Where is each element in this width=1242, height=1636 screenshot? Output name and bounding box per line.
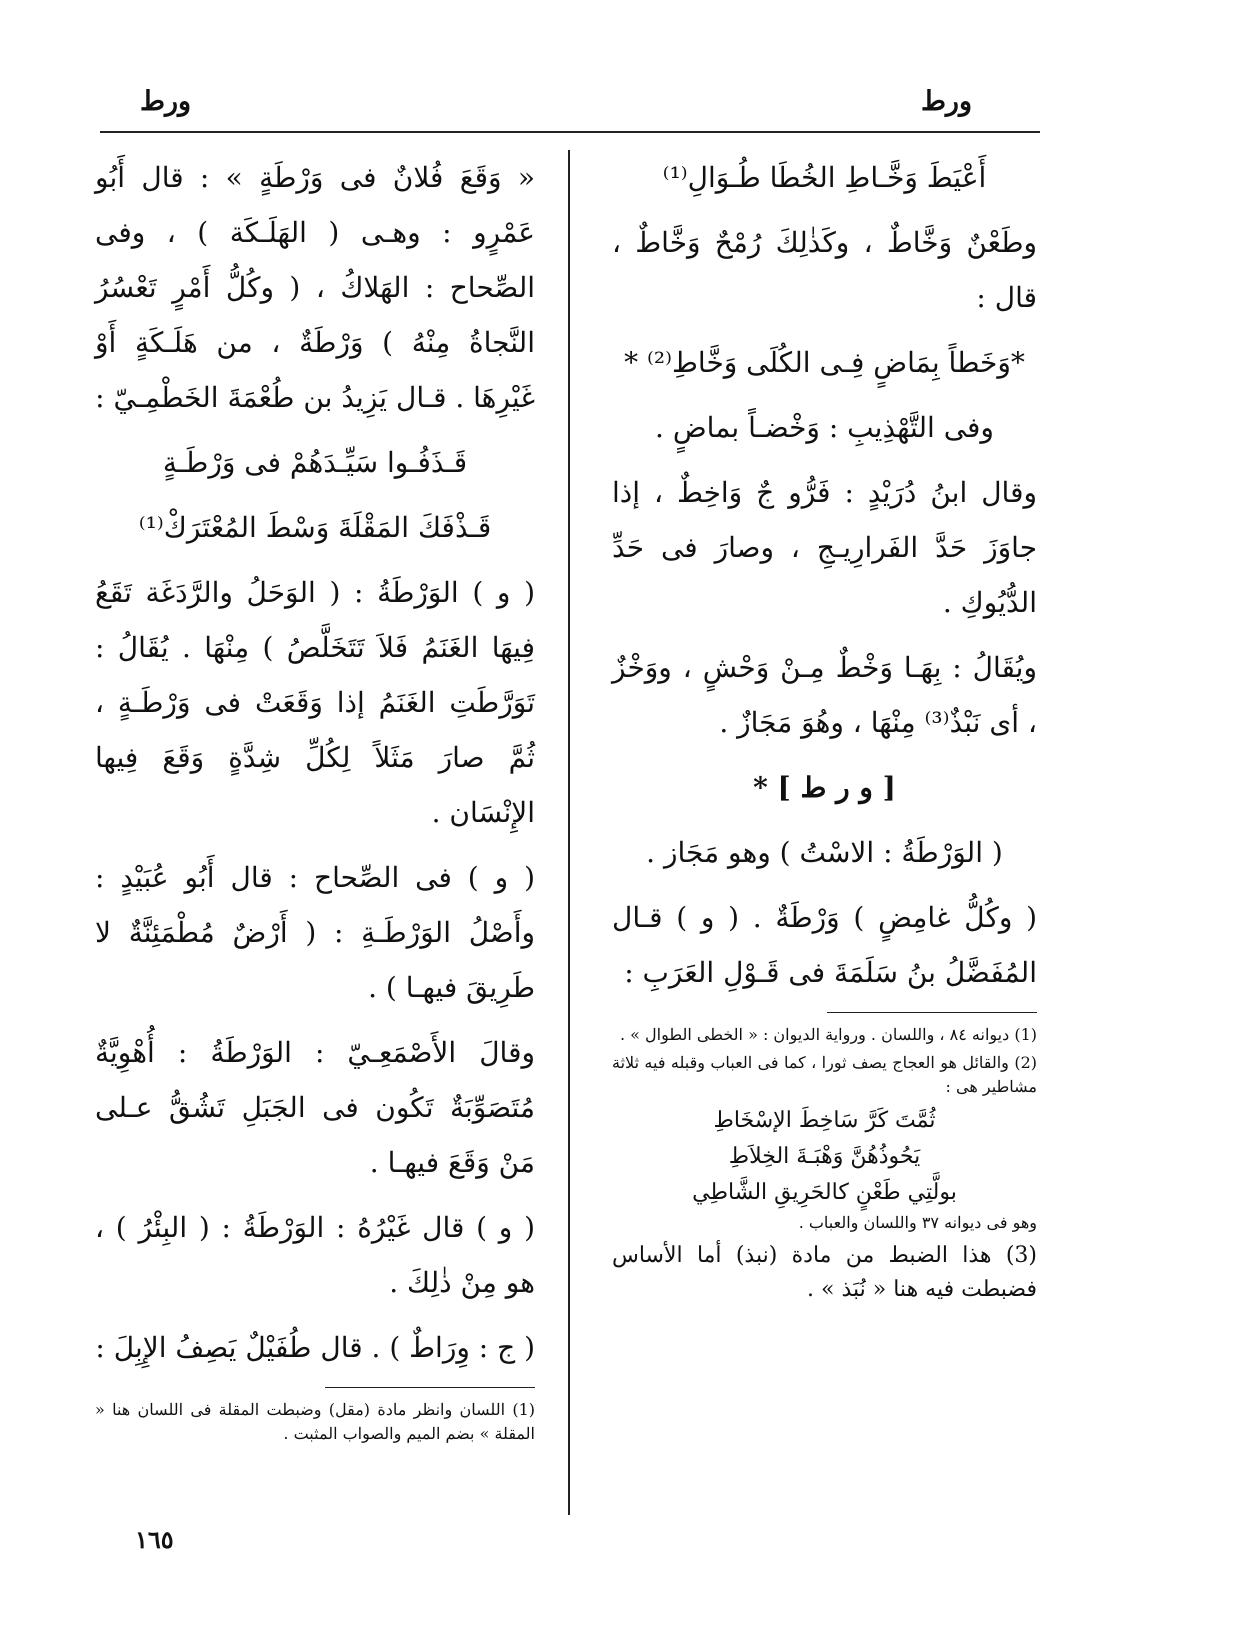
entry-heading: [ و ر ط ] * bbox=[753, 771, 896, 804]
paragraph: ( الوَرْطَةُ : الاسْتُ ) وهو مَجَاز . bbox=[646, 836, 1003, 869]
paragraph: « وَقَعَ فُلانٌ فى وَرْطَةٍ » : قال أَبُو عَمْرٍو : وهـى ( الهَلَـكَة ) ، وفى الصِّحاح : الهَلاكُ ، ( وكُلُّ أَمْرٍ تَعْسُرُ النَّجاةُ مِنْهُ ) وَرْطَةٌ ، من هَلَـكَةٍ أَوْ غَيْرِهَا . قـال يَزِيدُ بن طُعْمَةَ الخَطْمِـيّ : bbox=[95, 161, 535, 414]
footnote-3: (3) هذا الضبط من مادة (نبذ) أما الأساس فضبطت فيه هنا « نُبَذ » . bbox=[612, 1243, 1037, 1302]
page-number: ١٦٥ bbox=[135, 1525, 174, 1554]
footnote-verse: ثُمَّتَ كَرَّ سَاخِطَ الإسْخَاطِ bbox=[713, 1108, 936, 1133]
header-rule bbox=[100, 131, 1040, 133]
running-header-left: ورط bbox=[140, 86, 192, 117]
footnote-1: (1) ديوانه ٨٤ ، واللسان . ورواية الديوان : « الخطى الطوال » . bbox=[619, 1025, 1037, 1044]
footnote-verse: يَحُوذُهُنَّ وَهْبَـةَ الخِلاَطِ bbox=[728, 1144, 921, 1169]
paragraph: وفى التَّهْذِيبِ : وَخْضـاً بماضٍ . bbox=[655, 411, 994, 444]
paragraph: وقالَ الأَصْمَعِـيّ : الوَرْطَةُ : أُهْوِيَّةٌ مُتَصَوِّبَةٌ تَكُون فى الجَبَلِ تَشُقُّ عـلى مَنْ وَقَعَ فيهـا . bbox=[95, 1036, 535, 1179]
verse-line: أَعْيَطَ وَخَّـاطِ الخُطَا طُـوَالِ⁽¹⁾ bbox=[662, 161, 987, 194]
paragraph: ( و ) الوَرْطَةُ : ( الوَحَلُ والرَّدَغَة تَقَعُ فِيهَا الغَنَمُ فَلاَ تَتَخَلَّصُ ) مِنْهَا . يُقَالُ : تَوَرَّطَتِ الغَنَمُ إذا وَقَعَتْ فى وَرْطَـةٍ ، ثُمَّ صارَ مَثَلاً لِكُلِّ شِدَّةٍ وَقَعَ فِيها الإِنْسَان . bbox=[95, 576, 535, 829]
paragraph: ( و ) فى الصِّحاح : قال أَبُو عُبَيْدٍ : وأَصْلُ الوَرْطَـةِ : ( أَرْضٌ مُطْمَئِنَّةٌ لا طَرِيقَ فيهـا ) . bbox=[95, 861, 535, 1004]
paragraph: ( و ) قال غَيْرُهُ : الوَرْطَةُ : ( البِئْرُ ) ، هو مِنْ ذٰلِكَ . bbox=[95, 1211, 535, 1299]
footnote-verse: بولَّتِي طَعْنٍ كالحَرِيقِ الشَّاطِي bbox=[692, 1180, 957, 1205]
paragraph: وقال ابنُ دُرَيْدٍ : فَرُّو جٌ وَاخِطٌ ، إذا جاوَزَ حَدَّ الفَرارِيـجِ ، وصارَ فى حَدِّ الدُّيُوكِ . bbox=[612, 476, 1037, 619]
paragraph: ( ج : وِرَاطٌ ) . قال طُفَيْلٌ يَصِفُ الإِبِلَ : bbox=[95, 1331, 535, 1364]
verse-line: *وَخَطاً بِمَاضٍ فِـى الكُلَى وَخَّاطِ⁽²⁾ * bbox=[624, 346, 1025, 379]
footnote-1: (1) اللسان وانظر مادة (مقل) وضبطت المقلة فى اللسان هنا « المقلة » بضم الميم والصواب المثبت . bbox=[95, 1400, 535, 1443]
paragraph: ( وكُلُّ غامِضٍ ) وَرْطَةٌ . ( و ) قـال المُفَضَّلُ بنُ سَلَمَةَ فى قَـوْلِ العَرَبِ : bbox=[612, 901, 1037, 989]
verse-line: قَـذَفُـوا سَيِّـدَهُمْ فى وَرْطَـةٍ bbox=[162, 446, 468, 479]
paragraph: ويُقَالُ : بِهَـا وَخْطٌ مِـنْ وَحْشٍ ، ووَخْزٌ ، أى نَبْذٌ⁽³⁾ مِنْهَا ، وهُوَ مَجَازٌ . bbox=[612, 651, 1037, 739]
footnote-rule bbox=[827, 1012, 1037, 1013]
footnote-rule bbox=[325, 1387, 535, 1388]
right-column bbox=[612, 150, 1037, 1311]
left-column bbox=[95, 150, 535, 1450]
running-header-right: ورط bbox=[920, 86, 972, 117]
column-divider bbox=[568, 150, 570, 1515]
verse-line: قَـذْفَكَ المَقْلَةَ وَسْطَ المُعْتَرَكْ⁽¹⁾ bbox=[138, 511, 492, 544]
footnotes bbox=[95, 1398, 535, 1446]
paragraph: وطَعْنٌ وَخَّاطٌ ، وكَذٰلِكَ رُمْحٌ وَخَّاطٌ ، قال : bbox=[612, 226, 1037, 314]
footnote-2-tail: وهو فى ديوانه ٣٧ واللسان والعباب . bbox=[798, 1213, 1037, 1232]
footnotes bbox=[612, 1023, 1037, 1307]
footnote-2: (2) والقائل هو العجاج يصف ثورا ، كما فى العباب وقبله فيه ثلاثة مشاطير هى : bbox=[612, 1053, 1037, 1096]
